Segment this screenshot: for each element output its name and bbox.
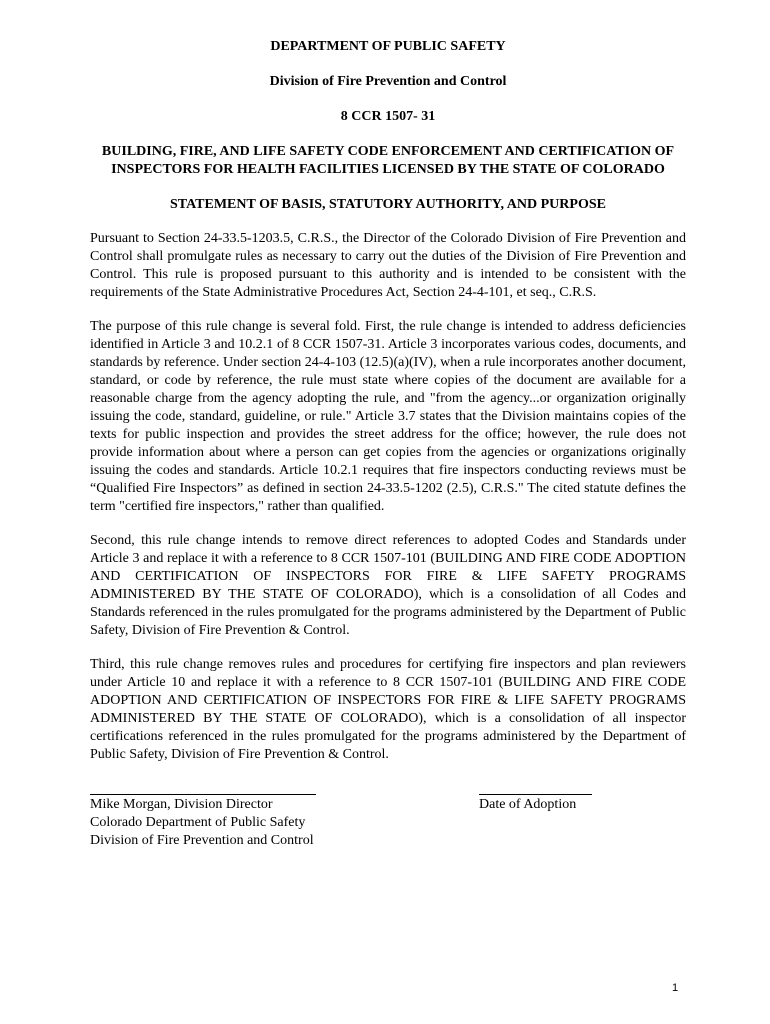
document-page	[90, 38, 686, 874]
date-of-adoption-label: Date of Adoption	[479, 797, 577, 812]
statement-heading: STATEMENT OF BASIS, STATUTORY AUTHORITY, AND PURPOSE	[170, 197, 606, 212]
paragraph-purpose: The purpose of this rule change is several fold. First, the rule change is intended to address deficiencies identified in Article 3 and 10.2.1 of 8 CCR 1507-31. Article 3 incorporates various codes, documents, and standards by reference. Under section 24-4-103 (12.5)(a)(IV), when a rule incorporates another document, standard, or code by reference, the rule must state where copies of the document are available for a reasonable charge from the agency adopting the rule, and "from the agency...or organization originally issuing the code, standard, guideline, or rule." Article 3.7 states that the Division maintains copies of the texts for public inspection and provides the street address for the office; however, the rule does not provide information about where a person can get copies from the agencies or organizations originally issuing the codes and standards. Article 10.2.1 requires that fire inspectors conducting reviews must be “Qualified Fire Inspectors” as defined in section 24-33.5-1202 (2.5), C.R.S." The cited statute defines the term "certified fire inspectors," rather than qualified.	[90, 319, 686, 514]
page-number: 1	[672, 982, 679, 994]
director-name-title: Mike Morgan, Division Director	[90, 797, 273, 812]
director-signature	[90, 794, 350, 850]
signature-block	[90, 794, 686, 874]
department-heading: DEPARTMENT OF PUBLIC SAFETY	[270, 39, 506, 54]
adoption-date	[479, 794, 679, 814]
director-org-line2: Division of Fire Prevention and Control	[90, 833, 314, 848]
rule-title-heading: BUILDING, FIRE, AND LIFE SAFETY CODE ENFORCEMENT AND CERTIFICATION OF INSPECTORS FOR HEALTH FACILITIES LICENSED BY THE STATE OF COLORADO	[101, 144, 675, 177]
director-org-line1: Colorado Department of Public Safety	[90, 815, 306, 830]
division-heading: Division of Fire Prevention and Control	[269, 74, 507, 89]
paragraph-second: Second, this rule change intends to remove direct references to adopted Codes and Standards under Article 3 and replace it with a reference to 8 CCR 1507-101 (BUILDING AND FIRE CODE ADOPTION AND CERTIFICATION OF INSPECTORS FOR FIRE & LIFE SAFETY PROGRAMS ADMINISTERED BY THE STATE OF COLORADO), which is a consolidation of all Codes and Standards referenced in the rules promulgated for the programs administered by the Department of Public Safety, Division of Fire Prevention & Control.	[90, 533, 686, 638]
rule-number-heading: 8 CCR 1507- 31	[340, 109, 436, 124]
date-line	[479, 794, 592, 795]
paragraph-authority: Pursuant to Section 24-33.5-1203.5, C.R.S., the Director of the Colorado Division of Fire Prevention and Control shall promulgate rules as necessary to carry out the duties of the Division of Fire Prevention and Control. This rule is proposed pursuant to this authority and is intended to be consistent with the requirements of the State Administrative Procedures Act, Section 24-4-101, et seq., C.R.S.	[90, 231, 686, 300]
paragraph-third: Third, this rule change removes rules and procedures for certifying fire inspectors and plan reviewers under Article 10 and replace it with a reference to 8 CCR 1507-101 (BUILDING AND FIRE CODE ADOPTION AND CERTIFICATION OF INSPECTORS FOR FIRE & LIFE SAFETY PROGRAMS ADMINISTERED BY THE STATE OF COLORADO), which is a consolidation of all inspector certifications referenced in the rules promulgated for the programs administered by the Department of Public Safety, Division of Fire Prevention & Control.	[90, 657, 686, 762]
signature-line	[90, 794, 316, 795]
